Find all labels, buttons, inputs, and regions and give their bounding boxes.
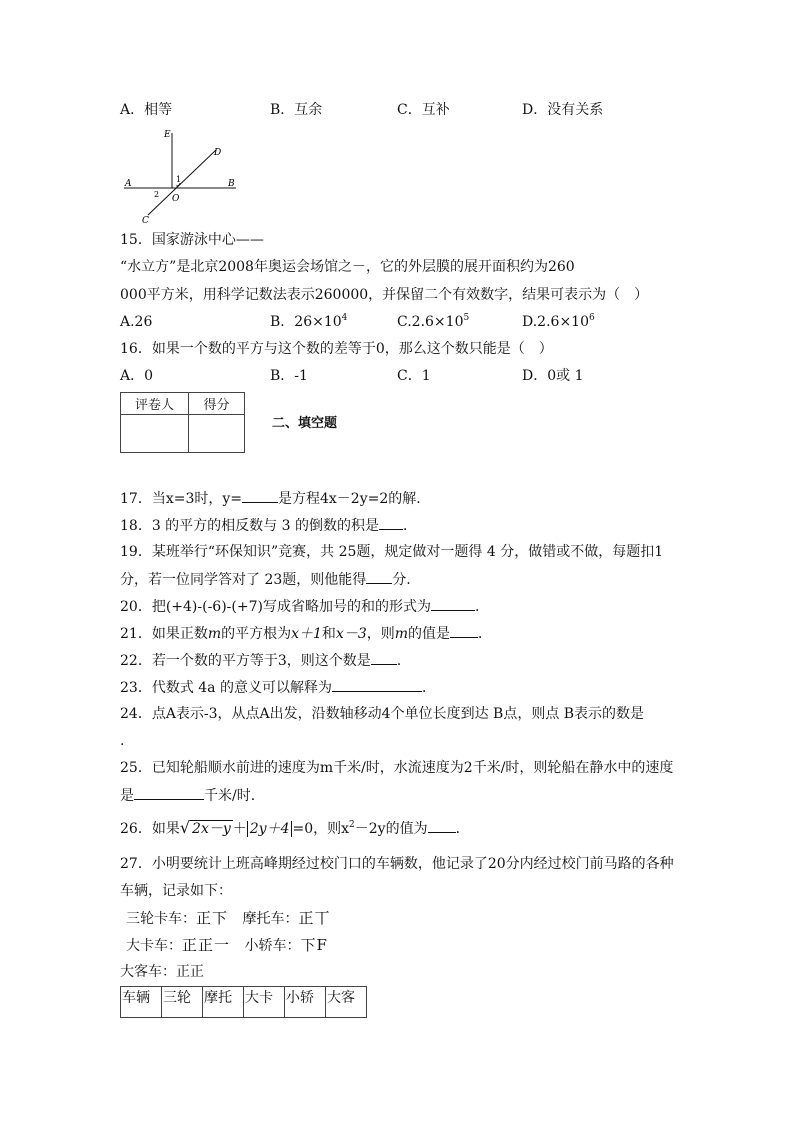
q14-option-a: A．相等 [120,102,173,118]
grade-header-reviewer: 评卷人 [121,393,189,415]
q19-line2: 分，若一位同学答对了 23题，则他能得 分. [120,569,411,590]
label-C: C [142,216,149,225]
q15-line2: “水立方”是北京2008年奥运会场馆之－，它的外层膜的展开面积约为260 [120,259,575,275]
q22-blank [371,650,397,665]
q19-line1: 19．某班举行“环保知识”竞赛，共 25题，规定做对一题得 4 分，做错或不做，每题扣1 [120,544,664,560]
sqrt-expression: √ 2x－y [179,818,231,837]
q23-blank [332,677,422,692]
grade-cell-score [189,415,245,453]
q25-blank [134,785,204,800]
q19-blank [366,569,392,584]
q16-option-b: B．-1 [270,368,308,384]
q17: 17．当x=3时，y= 是方程4x－2y=2的解． [120,488,430,509]
label-O: O [172,194,180,204]
q17-blank [242,488,278,503]
vehicle-col-5: 大客 [326,987,367,1018]
label-1: 1 [176,175,182,184]
q16-option-d: D．0或 1 [522,368,584,384]
q14-option-b: B．互余 [270,102,323,118]
q25-line2: 是 千米/时. [120,785,255,806]
q27-record-row3: 大客车：正正 [120,964,204,980]
vehicle-col-3: 大卡 [244,987,285,1018]
q21: 21．如果正数m的平方根为x＋1和x－3，则m的值是 ． [120,623,492,644]
label-B: B [228,179,235,189]
q18-blank [379,515,403,530]
tally-car: 下F [300,936,328,954]
section-title: 二、填空题 [272,416,338,431]
q26-blank [428,818,456,833]
label-2: 2 [154,190,160,199]
q24-line1: 24．点A表示-3，从点A出发，沿数轴移动4个单位长度到达 B点，则点 B表示的数是 [120,706,645,722]
abs-expression: 2y＋4 [247,821,293,837]
tally-motorcycle: 正丅 [298,909,331,927]
label-D: D [214,148,222,158]
grade-cell-reviewer [121,415,189,453]
q15-line3: 000平方米，用科学记数法表示260000，并保留二个有效数字，结果可表示为（ ） [120,287,649,303]
label-A: A [125,179,132,189]
vehicle-table [120,986,367,1018]
q15-option-c: $C.2.6\times 10^5$ [397,313,470,330]
tally-truck: 正正一 [182,936,231,954]
vehicle-col-2: 摩托 [203,987,244,1018]
label-E: E [164,130,171,140]
q22: 22．若一个数的平方等于3，则这个数是 . [120,650,401,671]
vehicle-col-0: 车辆 [121,987,162,1018]
q14-option-c: C．互补 [397,102,450,118]
q15-option-b: B．$26\times 10^4$ [270,313,348,330]
q27-record-row1: 三轮卡车：正下 摩托车：正丅 [126,909,331,927]
q16-option-a: A．0 [120,368,154,384]
q16-option-c: C．1 [397,368,431,384]
q16-text: 16．如果一个数的平方与这个数的差等于0，那么这个数只能是（ ） [120,341,553,357]
q15-option-d: $D.2.6\times 10^6$ [522,313,595,330]
q15-line1: 15．国家游泳中心—— [120,232,264,248]
q18: 18．3 的平方的相反数与 3 的倒数的积是 ． [120,515,417,536]
q14-option-d: D．没有关系 [522,102,604,118]
grade-table [120,392,245,453]
q23: 23．代数式 4a 的意义可以解释为 ． [120,677,436,698]
vehicle-col-4: 小轿 [285,987,326,1018]
q24-line2: . [120,733,125,749]
q20-blank [431,596,475,611]
vehicle-col-1: 三轮 [162,987,203,1018]
q27-line2: 车辆，记录如下： [120,883,232,899]
tally-tricycle: 正下 [196,909,229,927]
angle-figure [118,125,248,225]
q27-record-row2: 大卡车：正正一 小轿车：下F [126,936,328,954]
q21-blank [450,623,478,638]
q15-option-a: A.26 [120,314,153,330]
q27-line1: 27．小明要统计上班高峰期经过校门口的车辆数，他记录了20分内经过校门前马路的各种 [120,856,674,872]
q20: 20．把(+4)-(-6)-(+7)写成省略加号的和的形式为 . [120,596,479,617]
q25-line1: 25．已知轮船顺水前进的速度为m千米/时，水流速度为2千米/时，则轮船在静水中的速度 [120,760,674,776]
grade-header-score: 得分 [189,393,245,415]
q26: 26．如果√ 2x－y ＋ 2y＋4 =0，则$x^2-2y$的值为 ． [120,818,470,837]
